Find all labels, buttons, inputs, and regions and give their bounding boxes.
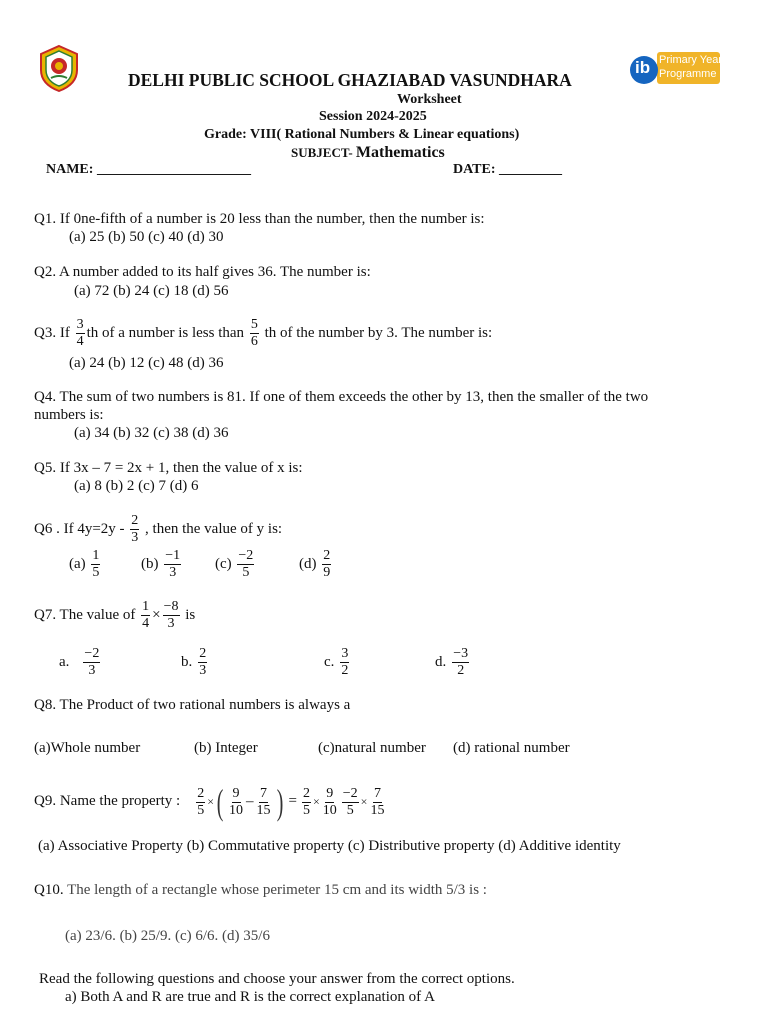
q7-f1-den: 4 xyxy=(142,616,150,631)
q9-options: (a) Associative Property (b) Commutative property (c) Distributive property (d) Additive identity xyxy=(38,838,621,854)
q6-num: 2 xyxy=(131,513,139,528)
q9-den: 15 xyxy=(256,802,271,818)
q3-f2-den: 6 xyxy=(250,334,258,349)
q9-num: −2 xyxy=(342,785,358,801)
q6-option-d xyxy=(299,549,333,580)
q9-prefix: Q9. Name the property : xyxy=(34,793,181,810)
q9-frac-c xyxy=(256,787,272,818)
q3-prefix: Q3. If xyxy=(34,324,74,341)
q9-text xyxy=(34,784,387,820)
q3-f1-num: 3 xyxy=(76,317,84,332)
ib-text-2: Programme xyxy=(659,68,717,80)
school-name: DELHI PUBLIC SCHOOL GHAZIABAD VASUNDHARA xyxy=(128,70,572,90)
q4-options: (a) 34 (b) 32 (c) 38 (d) 36 xyxy=(74,425,229,441)
q6-opt-num: −2 xyxy=(238,548,254,563)
q9-den: 10 xyxy=(322,802,337,818)
q10-text xyxy=(34,882,487,899)
q7-opt-num: −2 xyxy=(84,646,100,661)
q10-body: The length of a rectangle whose perimeter 15 cm and its width 5/3 is : xyxy=(63,882,487,898)
q9-equals: = xyxy=(288,793,297,810)
q6-opt-num: 2 xyxy=(323,548,331,563)
q9-frac-b2 xyxy=(322,787,338,818)
session-label: Session 2024-2025 xyxy=(319,109,427,124)
q7-suffix: is xyxy=(181,606,196,623)
q7-opt-den: 2 xyxy=(457,663,465,678)
q9-left-paren: ( xyxy=(216,782,224,822)
school-crest-logo xyxy=(37,44,81,92)
q6-option-a xyxy=(69,549,102,580)
q7-option-d xyxy=(435,647,471,678)
date-blank[interactable]: _________ xyxy=(499,162,563,177)
q9-num: 7 xyxy=(373,785,381,801)
q8-option-a: (a)Whole number xyxy=(34,740,141,756)
q9-den: 5 xyxy=(302,802,310,818)
q6-opt-num: 1 xyxy=(92,548,100,563)
q6-opt-fraction xyxy=(164,549,181,580)
q7-f2-den: 3 xyxy=(167,616,175,631)
q7-option-a xyxy=(59,647,102,678)
q7-opt-label: a. xyxy=(59,653,70,670)
q7-opt-den: 2 xyxy=(341,663,349,678)
q7-opt-fraction xyxy=(198,647,207,678)
q6-fraction xyxy=(130,514,139,545)
q7-opt-fraction xyxy=(340,647,349,678)
q7-f2-num: −8 xyxy=(163,599,179,614)
q6-opt-fraction xyxy=(91,549,100,580)
q4-line-1: Q4. The sum of two numbers is 81. If one of them exceeds the other by 13, then the smaller of the two xyxy=(34,389,649,405)
q9-frac-b xyxy=(228,787,244,818)
q7-times: × xyxy=(152,606,161,623)
q6-option-c xyxy=(215,549,256,580)
ib-pyp-logo xyxy=(627,44,728,90)
ib-mark: ib xyxy=(635,58,651,77)
q8-text: Q8. The Product of two rational numbers is always a xyxy=(34,697,351,713)
q6-opt-den: 5 xyxy=(242,565,250,580)
q6-option-b xyxy=(141,549,183,580)
ib-text-1: Primary Years xyxy=(659,54,728,66)
q9-frac-c2 xyxy=(369,787,385,818)
q9-num: 2 xyxy=(302,785,310,801)
q3-mid: th of a number is less than xyxy=(86,324,248,341)
q6-opt-label: (a) xyxy=(69,555,90,572)
q9-frac-a2 xyxy=(302,787,311,818)
q3-text xyxy=(34,318,492,349)
q7-fraction-1 xyxy=(141,600,150,631)
q6-opt-label: (d) xyxy=(299,555,321,572)
ar-instruction: Read the following questions and choose your answer from the correct options. xyxy=(39,971,515,987)
q7-opt-fraction xyxy=(452,647,469,678)
q7-option-b xyxy=(181,647,209,678)
date-label: DATE: xyxy=(453,162,500,177)
q3-f1-den: 4 xyxy=(76,334,84,349)
q1-options: (a) 25 (b) 50 (c) 40 (d) 30 xyxy=(69,229,224,245)
q9-num: 2 xyxy=(197,785,205,801)
name-blank[interactable]: ______________________ xyxy=(96,162,251,177)
name-label: NAME: xyxy=(46,162,97,177)
q9-times: × xyxy=(360,794,368,809)
q6-text xyxy=(34,514,282,545)
q9-minus: – xyxy=(246,793,254,810)
q9-num: 9 xyxy=(326,785,334,801)
q6-opt-den: 5 xyxy=(92,565,100,580)
q10-options: (a) 23/6. (b) 25/9. (c) 6/6. (d) 35/6 xyxy=(65,928,270,944)
q7-opt-num: 2 xyxy=(199,646,207,661)
q9-frac-neg xyxy=(342,787,359,818)
q9-den: 15 xyxy=(370,802,385,818)
q6-opt-label: (c) xyxy=(215,555,236,572)
q7-text xyxy=(34,600,195,631)
name-field xyxy=(46,162,251,178)
ar-option-a: a) Both A and R are true and R is the correct explanation of A xyxy=(65,989,435,1005)
q9-times: × xyxy=(312,794,320,809)
q7-opt-den: 3 xyxy=(199,663,207,678)
q9-num: 9 xyxy=(232,785,240,801)
subject-label: SUBJECT- xyxy=(291,145,356,160)
q6-opt-den: 3 xyxy=(169,565,177,580)
q6-opt-num: −1 xyxy=(165,548,181,563)
q9-times: × xyxy=(207,794,214,809)
q3-fraction-2 xyxy=(250,318,259,349)
q1-text: Q1. If 0ne-fifth of a number is 20 less than the number, then the number is: xyxy=(34,211,485,227)
q9-right-paren: ) xyxy=(276,782,283,822)
q7-opt-label: d. xyxy=(435,653,447,670)
q6-opt-fraction xyxy=(322,549,331,580)
q9-den: 5 xyxy=(197,802,205,818)
q2-options: (a) 72 (b) 24 (c) 18 (d) 56 xyxy=(74,283,229,299)
worksheet-label: Worksheet xyxy=(397,92,462,107)
q8-option-c: (c)natural number xyxy=(318,740,426,756)
q7-opt-den: 3 xyxy=(88,663,96,678)
q7-f1-num: 1 xyxy=(142,599,150,614)
q7-opt-label: c. xyxy=(324,653,335,670)
q3-options: (a) 24 (b) 12 (c) 48 (d) 36 xyxy=(69,355,224,371)
q7-option-c xyxy=(324,647,351,678)
subject-line xyxy=(291,144,445,162)
q9-den: 5 xyxy=(346,802,354,818)
q9-num: 7 xyxy=(260,785,267,801)
q7-opt-label: b. xyxy=(181,653,193,670)
q10-label: Q10. xyxy=(34,882,64,898)
q8-option-d: (d) rational number xyxy=(453,740,570,756)
q7-fraction-2 xyxy=(163,600,180,631)
q7-opt-num: −3 xyxy=(453,646,469,661)
q8-option-b: (b) Integer xyxy=(194,740,258,756)
q3-suffix: th of the number by 3. The number is: xyxy=(260,324,493,341)
q7-prefix: Q7. The value of xyxy=(34,606,140,623)
q9-den: 10 xyxy=(229,802,243,818)
subject-value: Mathematics xyxy=(355,144,445,161)
date-field xyxy=(453,162,562,178)
q4-line-2: numbers is: xyxy=(34,407,104,423)
q3-f2-num: 5 xyxy=(250,317,258,332)
q5-options: (a) 8 (b) 2 (c) 7 (d) 6 xyxy=(74,478,199,494)
q6-suffix: , then the value of y is: xyxy=(141,520,283,537)
q5-text: Q5. If 3x – 7 = 2x + 1, then the value of x is: xyxy=(34,460,303,476)
q6-den: 3 xyxy=(131,530,139,545)
q7-opt-fraction xyxy=(83,647,100,678)
q6-opt-label: (b) xyxy=(141,555,163,572)
q9-frac-a xyxy=(196,787,205,818)
q2-text: Q2. A number added to its half gives 36. The number is: xyxy=(34,264,371,280)
q6-opt-fraction xyxy=(237,549,254,580)
q7-opt-num: 3 xyxy=(341,646,349,661)
grade-label: Grade: VIII( Rational Numbers & Linear equations) xyxy=(204,127,520,142)
q6-opt-den: 9 xyxy=(323,565,331,580)
q3-fraction-1 xyxy=(76,318,85,349)
q6-prefix: Q6 . If 4y=2y - xyxy=(34,520,129,537)
